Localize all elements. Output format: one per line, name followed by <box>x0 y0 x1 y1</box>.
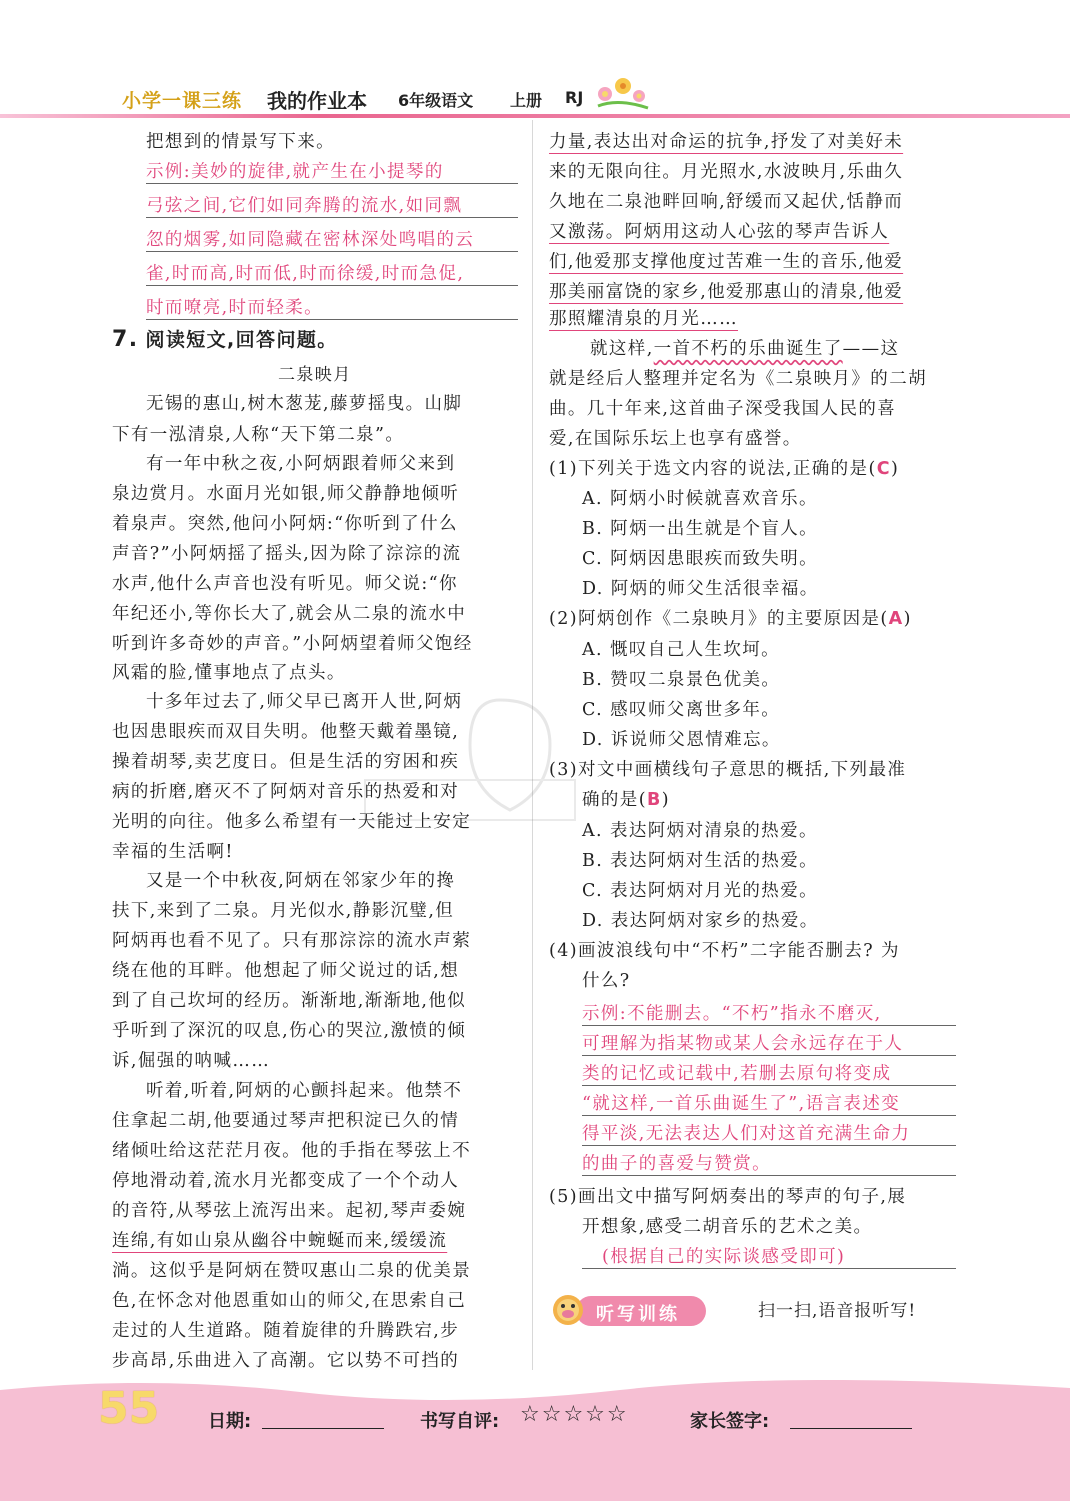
passage-line: 绪倾吐给这茫茫月夜。他的手指在琴弦上不 <box>112 1141 472 1161</box>
passage-line: 到了自己坎坷的经历。渐渐地,渐渐地,他似 <box>112 991 467 1011</box>
passage-line: 的音符,从琴弦上流泻出来。起初,琴声委婉 <box>112 1201 467 1221</box>
passage-line: 着泉声。突然,他问小阿炳:“你听到了什么 <box>112 514 458 534</box>
passage-line: 水声,他什么声音也没有听见。师父说:“你 <box>112 574 458 594</box>
answer-line: 示例:不能删去。“不朽”指永不磨灭, <box>582 1000 956 1026</box>
answer-line: (根据自己的实际谈感受即可) <box>582 1243 956 1269</box>
date-label: 日期: <box>208 1411 252 1432</box>
question-title: 阅读短文,回答问题。 <box>145 329 338 351</box>
answer-line: 类的记忆或记载中,若删去原句将变成 <box>582 1060 956 1086</box>
volume-label: 上册 <box>510 91 543 110</box>
question-number: 7. <box>112 327 139 352</box>
question-1-stem <box>549 455 899 480</box>
passage-line: 病的折磨,磨灭不了阿炳对音乐的热爱和对 <box>112 782 460 802</box>
question-4-stem: (4)画波浪线句中“不朽”二字能否删去? 为 <box>549 941 900 961</box>
pig-mascot-icon <box>548 1290 588 1330</box>
date-field[interactable] <box>262 1428 384 1429</box>
passage-line: 又是一个中秋夜,阿炳在邻家少年的搀 <box>146 871 456 891</box>
parent-sign-label: 家长签字: <box>690 1411 770 1432</box>
passage-line-underlined: 们,他爱那支撑他度过苦难一生的音乐,他爱 <box>549 252 904 272</box>
question-stem-text: (1)下列关于选文内容的说法,正确的是( <box>549 459 877 479</box>
passage-line-underlined: 力量,表达出对命运的抗争,抒发了对美好未 <box>549 132 904 152</box>
choice-option: C. 阿炳因患眼疾而致失明。 <box>582 549 818 569</box>
passage-line-underlined: 又激荡。阿炳用这动人心弦的琴声告诉人 <box>549 222 890 242</box>
book-title: 我的作业本 <box>267 89 367 113</box>
answer-line: 得平淡,无法表达人们对这首充满生命力 <box>582 1120 956 1146</box>
passage-line-underlined: 那照耀清泉的月光…… <box>549 309 738 329</box>
passage-line: 声音?”小阿炳摇了摇头,因为除了淙淙的流 <box>112 544 462 564</box>
question-stem-text: 确的是( <box>582 790 647 810</box>
choice-option: D. 阿炳的师父生活很幸福。 <box>582 579 819 599</box>
choice-answer: A <box>888 609 904 629</box>
passage-line-underlined: 那美丽富饶的家乡,他爱那惠山的清泉,他爱 <box>549 282 904 302</box>
passage-line: 下有一泓清泉,人称“天下第二泉”。 <box>112 425 405 445</box>
watermark-seal-icon <box>360 690 580 830</box>
passage-line: 淌。这似乎是阿炳在赞叹惠山二泉的优美景 <box>112 1261 472 1281</box>
passage-line: 乎听到了深沉的叹息,伤心的哭泣,激愤的倾 <box>112 1021 467 1041</box>
passage-line: 来的无限向往。月光照水,水波映月,乐曲久 <box>549 162 904 182</box>
example-answer-line: 时而嘹亮,时而轻柔。 <box>146 294 518 320</box>
choice-answer: B <box>646 790 662 810</box>
passage-line: 听着,听着,阿炳的心颤抖起来。他禁不 <box>146 1081 463 1101</box>
choice-option: D. 表达阿炳对家乡的热爱。 <box>582 911 819 931</box>
choice-option: C. 感叹师父离世多年。 <box>582 700 781 720</box>
header-rule <box>0 114 1070 118</box>
flower-decoration-icon <box>593 72 653 112</box>
question-3-stem: (3)对文中画横线句子意思的概括,下列最准 <box>549 760 907 780</box>
self-eval-label: 书写自评: <box>420 1411 500 1432</box>
example-answer-line: 弓弦之间,它们如同奔腾的流水,如同飘 <box>146 192 518 218</box>
passage-line: 有一年中秋之夜,小阿炳跟着师父来到 <box>146 454 456 474</box>
passage-line: 停地滑动着,流水月光都变成了一个个动人 <box>112 1171 460 1191</box>
dictation-banner[interactable] <box>548 1290 728 1330</box>
passage-line: 操着胡琴,卖艺度日。但是生活的穷困和疾 <box>112 752 460 772</box>
choice-option: B. 阿炳一出生就是个盲人。 <box>582 519 819 539</box>
passage-line-wavy: 就这样,一首不朽的乐曲诞生了——这 <box>590 339 900 359</box>
passage-line: 阿炳再也看不见了。只有那淙淙的流水声萦 <box>112 931 472 951</box>
passage-line: 听到许多奇妙的声音。”小阿炳望着师父饱经 <box>112 634 473 654</box>
question-stem-text: (2)阿炳创作《二泉映月》的主要原因是( <box>549 609 889 629</box>
edition-label: RJ <box>565 88 584 107</box>
passage-line: 年纪还小,等你长大了,就会从二泉的流水中 <box>112 604 467 624</box>
question-5-stem: (5)画出文中描写阿炳奏出的琴声的句子,展 <box>549 1187 907 1207</box>
dictation-pill <box>576 1296 706 1326</box>
passage-line: 曲。几十年来,这首曲子深受我国人民的喜 <box>549 399 897 419</box>
example-answer-line: 示例:美妙的旋律,就产生在小提琴的 <box>146 158 518 184</box>
question-3-stem-cont <box>582 786 670 811</box>
passage-line: 爱,在国际乐坛上也享有盛誉。 <box>549 429 802 449</box>
paren-close: ) <box>890 459 900 479</box>
passage-line: 风霜的脸,懂事地点了点头。 <box>112 663 346 683</box>
choice-option: C. 表达阿炳对月光的热爱。 <box>582 881 818 901</box>
passage-line: 幸福的生活啊! <box>112 842 234 862</box>
answer-line: 的曲子的喜爱与赞赏。 <box>582 1150 956 1176</box>
answer-line: 可理解为指某物或某人会永远存在于人 <box>582 1030 956 1056</box>
choice-option: B. 赞叹二泉景色优美。 <box>582 670 781 690</box>
series-brand: 小学一课三练 <box>122 90 243 112</box>
passage-line: 无锡的惠山,树木葱茏,藤萝摇曳。山脚 <box>146 394 463 414</box>
parent-sign-field[interactable] <box>790 1428 912 1429</box>
footer-wave <box>0 1380 1070 1501</box>
paren-close: ) <box>903 609 912 629</box>
example-answer-line: 忽的烟雾,如同隐藏在密林深处鸣唱的云 <box>146 226 518 252</box>
choice-option: A. 表达阿炳对清泉的热爱。 <box>582 821 818 841</box>
passage-line: 绕在他的耳畔。他想起了师父说过的话,想 <box>112 961 460 981</box>
choice-answer: C <box>876 459 891 479</box>
passage-line: 十多年过去了,师父早已离开人世,阿炳 <box>146 692 463 712</box>
passage-line-underlined: 连绵,有如山泉从幽谷中蜿蜒而来,缓缓流 <box>112 1231 448 1251</box>
passage-line: 步高昂,乐曲进入了高潮。它以势不可挡的 <box>112 1351 460 1371</box>
passage-line: 诉,倔强的呐喊…… <box>112 1051 271 1071</box>
choice-option: B. 表达阿炳对生活的热爱。 <box>582 851 819 871</box>
wavy-underlined-phrase: 一首不朽的乐曲诞生了 <box>653 339 843 359</box>
passage-line: 扶下,来到了二泉。月光似水,静影沉璧,但 <box>112 901 455 921</box>
prev-question-tail: 把想到的情景写下来。 <box>146 132 335 152</box>
passage-line: 走过的人生道路。随着旋律的升腾跌宕,步 <box>112 1321 460 1341</box>
paren-close: ) <box>661 790 670 810</box>
grade-subject: 6年级语文 <box>398 91 474 110</box>
passage-line: 住拿起二胡,他要通过琴声把积淀已久的情 <box>112 1111 460 1131</box>
choice-option: D. 诉说师父恩情难忘。 <box>582 730 781 750</box>
scan-prompt: 扫一扫,语音报听写! <box>758 1301 917 1321</box>
rating-stars[interactable]: ☆☆☆☆☆ <box>520 1402 629 1427</box>
answer-line: “就这样,一首乐曲诞生了”,语言表述变 <box>582 1090 956 1116</box>
page-number: 55 <box>98 1383 160 1434</box>
question-7-heading <box>112 325 338 352</box>
passage-line: 色,在怀念对他恩重如山的师父,在思索自己 <box>112 1291 467 1311</box>
passage-line: 光明的向往。他多么希望有一天能过上安定 <box>112 812 472 832</box>
example-answer-line: 雀,时而高,时而低,时而徐缓,时而急促, <box>146 260 518 286</box>
passage-line: 就是经后人整理并定名为《二泉映月》的二胡 <box>549 369 927 389</box>
passage-line: 也因患眼疾而双目失明。他整天戴着墨镜, <box>112 722 460 742</box>
choice-option: A. 阿炳小时候就喜欢音乐。 <box>582 489 818 509</box>
question-4-stem-cont: 什么? <box>582 971 631 991</box>
passage-title: 二泉映月 <box>278 365 352 385</box>
dictation-label: 听写训练 <box>596 1304 680 1325</box>
passage-line: 久地在二泉池畔回响,舒缓而又起伏,恬静而 <box>549 192 904 212</box>
question-5-stem-cont: 开想象,感受二胡音乐的艺术之美。 <box>582 1217 873 1237</box>
choice-option: A. 慨叹自己人生坎坷。 <box>582 640 781 660</box>
question-2-stem <box>549 605 912 630</box>
passage-line: 泉边赏月。水面月光如银,师父静静地倾听 <box>112 484 460 504</box>
